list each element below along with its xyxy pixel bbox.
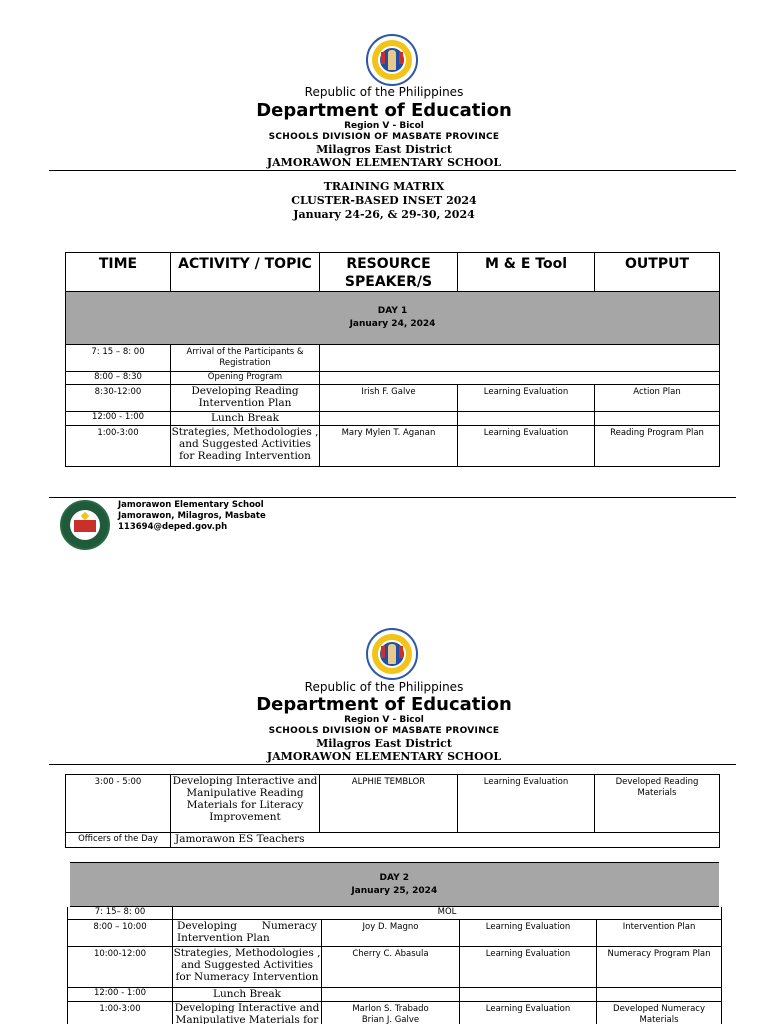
row-time: 8:00 – 10:00 [68, 920, 173, 947]
header-tool: M & E Tool [458, 253, 595, 292]
row-output: Intervention Plan [597, 920, 722, 947]
footer-school: Jamorawon Elementary School [118, 500, 264, 510]
table-row [66, 345, 720, 372]
matrix-subtitle: CLUSTER-BASED INSET 2024 [291, 194, 477, 207]
row-speaker: ALPHIE TEMBLOR [320, 775, 458, 833]
row-speaker: Cherry C. Abasula [322, 947, 460, 988]
division-text: SCHOOLS DIVISION OF MASBATE PROVINCE [268, 726, 500, 736]
row-time: 12:00 - 1:00 [68, 988, 173, 1002]
row-output: Developed Reading Materials [595, 775, 720, 833]
table-row [68, 907, 722, 920]
officers-value: Jamorawon ES Teachers [171, 833, 720, 848]
row-activity: Lunch Break [173, 988, 322, 1002]
deped-seal-icon [366, 628, 418, 680]
footer-address: Jamorawon, Milagros, Masbate [118, 511, 266, 521]
header-time: TIME [66, 253, 171, 292]
district-text: Milagros East District [316, 737, 452, 750]
table-row [68, 988, 722, 1002]
table-row [68, 920, 722, 947]
row-time: 3:00 - 5:00 [66, 775, 171, 833]
department-title: Department of Education [256, 100, 512, 121]
table-row [66, 775, 720, 833]
header-divider [49, 170, 736, 171]
matrix-title: TRAINING MATRIX [323, 180, 445, 193]
day-label: DAY 2 [379, 872, 410, 883]
republic-text: Republic of the Philippines [304, 85, 464, 99]
footer-email: 113694@deped.gov.ph [118, 522, 228, 532]
row-time: 1:00-3:00 [66, 426, 171, 467]
department-title: Department of Education [256, 694, 512, 715]
school-logo-icon [60, 500, 110, 550]
table-row [66, 426, 720, 467]
row-speaker: Marlon S. Trabado Brian J. Galve [322, 1002, 460, 1024]
row-empty [320, 372, 720, 385]
row-activity: Developing Reading Intervention Plan [171, 385, 320, 412]
matrix-dates: January 24-26, & 29-30, 2024 [293, 208, 475, 221]
row-speaker: Mary Mylen T. Aganan [320, 426, 458, 467]
day-band [66, 292, 720, 345]
region-text: Region V - Bicol [344, 715, 424, 725]
row-time: 12:00 - 1:00 [66, 412, 171, 426]
day-label: DAY 1 [377, 306, 408, 316]
district-text: Milagros East District [316, 143, 452, 156]
region-text: Region V - Bicol [344, 121, 424, 131]
row-activity: Developing Numeracy Intervention Plan [173, 920, 322, 947]
header-output: OUTPUT [595, 253, 720, 292]
table-row [68, 1002, 722, 1024]
row-tool: Learning Evaluation [460, 947, 597, 988]
row-output: Reading Program Plan [595, 426, 720, 467]
row-tool: Learning Evaluation [460, 920, 597, 947]
row-tool: Learning Evaluation [458, 775, 595, 833]
header-divider [49, 764, 736, 765]
row-activity: Lunch Break [171, 412, 320, 426]
row-speaker: Irish F. Galve [320, 385, 458, 412]
row-time: 10:00-12:00 [68, 947, 173, 988]
table-row [68, 947, 722, 988]
school-name: JAMORAWON ELEMENTARY SCHOOL [266, 156, 502, 169]
training-matrix-table-continued [65, 774, 720, 848]
row-tool: Learning Evaluation [458, 426, 595, 467]
row-empty [320, 345, 720, 372]
officers-label: Officers of the Day [66, 833, 171, 848]
row-activity: Developing Interactive and Manipulative Reading Materials for Literacy Improvement [171, 775, 320, 833]
day-date: January 24, 2024 [349, 319, 436, 329]
row-output: Developed Numeracy Materials [597, 1002, 722, 1024]
day-band [68, 863, 722, 907]
row-tool: Learning Evaluation [458, 385, 595, 412]
training-matrix-table [65, 252, 720, 467]
row-tool: Learning Evaluation [460, 1002, 597, 1024]
officers-row [66, 833, 720, 848]
row-output: Numeracy Program Plan [597, 947, 722, 988]
row-merged: MOL [173, 907, 722, 920]
row-activity: Strategies, Methodologies , and Suggested Activities for Numeracy Intervention [173, 947, 322, 988]
row-activity: Developing Interactive and Manipulative Materials for [173, 1002, 322, 1024]
row-output: Action Plan [595, 385, 720, 412]
row-activity: Strategies, Methodologies , and Suggested Activities for Reading Intervention [171, 426, 320, 467]
day2-table [65, 862, 725, 1024]
row-time: 8:30-12:00 [66, 385, 171, 412]
school-name: JAMORAWON ELEMENTARY SCHOOL [266, 750, 502, 763]
table-row [66, 372, 720, 385]
table-header-row [66, 253, 720, 292]
row-time: 7: 15 – 8: 00 [66, 345, 171, 372]
header-speaker: RESOURCE SPEAKER/S [320, 253, 458, 292]
row-activity: Opening Program [171, 372, 320, 385]
day-date: January 25, 2024 [351, 885, 438, 896]
row-speaker: Joy D. Magno [322, 920, 460, 947]
header-activity: ACTIVITY / TOPIC [171, 253, 320, 292]
republic-text: Republic of the Philippines [304, 680, 464, 694]
division-text: SCHOOLS DIVISION OF MASBATE PROVINCE [268, 132, 500, 142]
row-time: 1:00-3:00 [68, 1002, 173, 1024]
deped-seal-icon [366, 34, 418, 86]
row-time: 7: 15– 8: 00 [68, 907, 173, 920]
row-time: 8:00 – 8:30 [66, 372, 171, 385]
table-row [66, 412, 720, 426]
table-row [66, 385, 720, 412]
footer-divider [49, 497, 736, 498]
row-activity: Arrival of the Participants & Registration [171, 345, 320, 372]
page-2 [0, 600, 768, 1024]
